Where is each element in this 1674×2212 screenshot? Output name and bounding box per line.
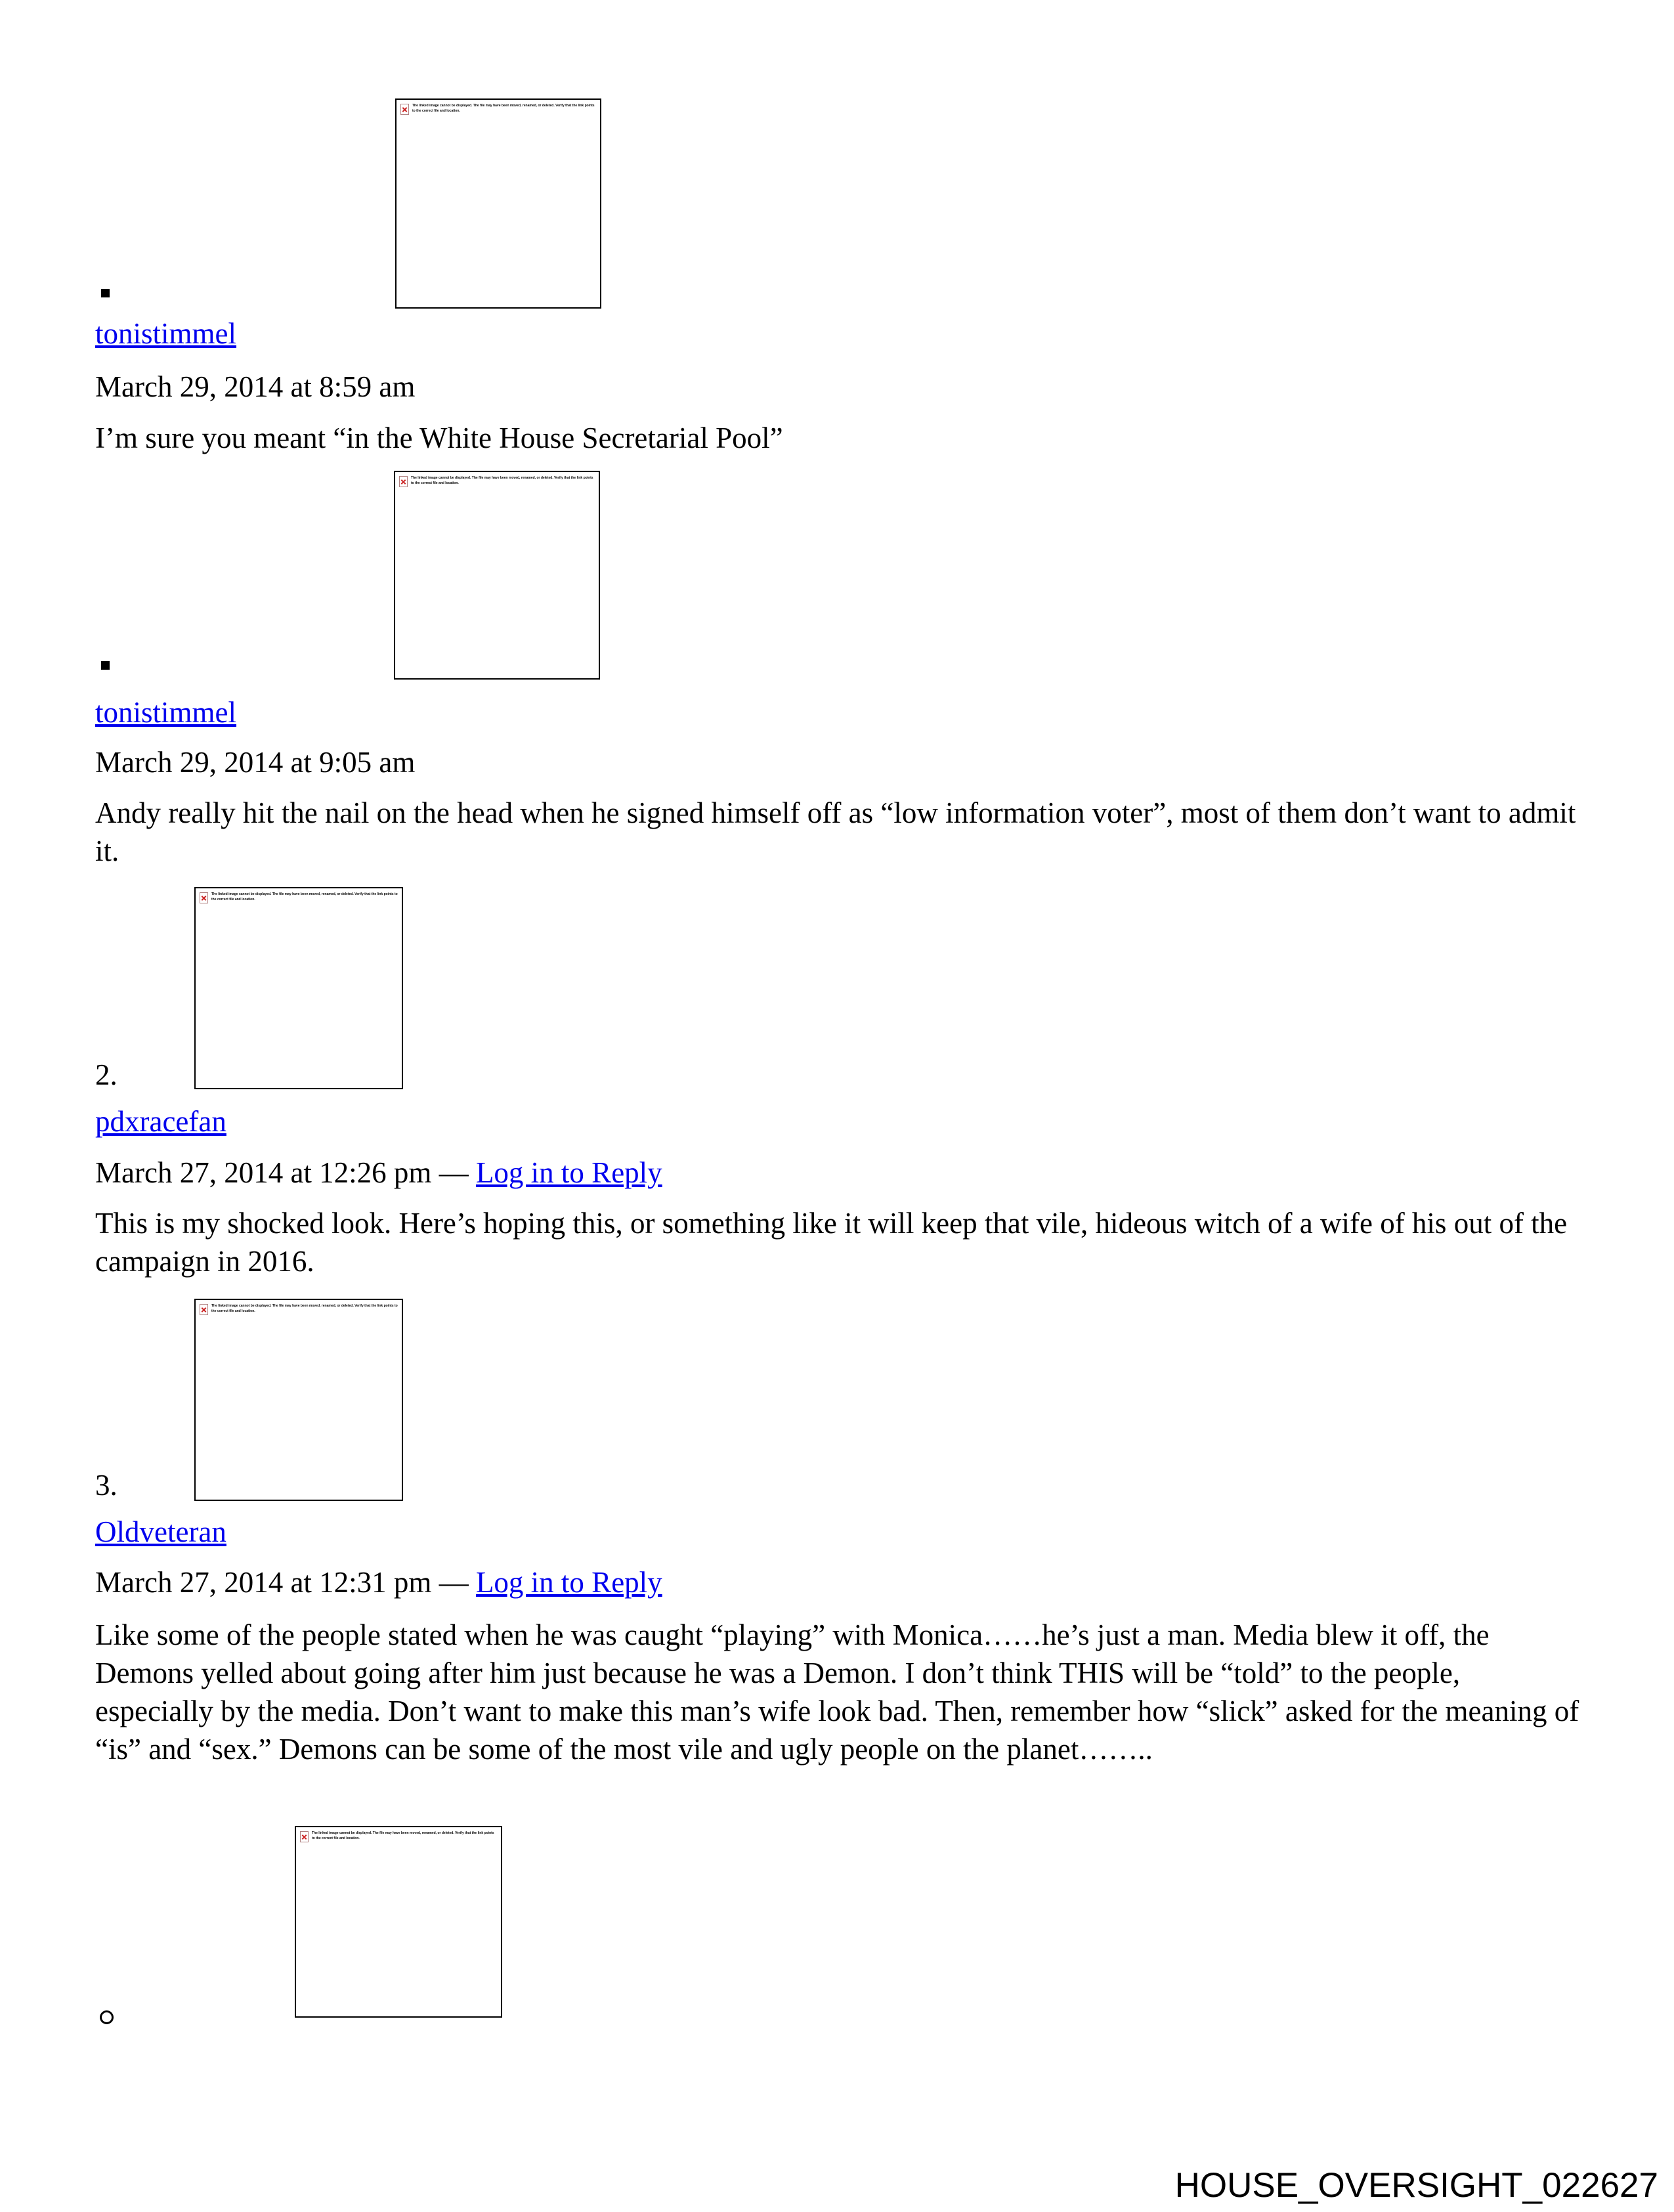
- bates-number: HOUSE_OVERSIGHT_022627: [1174, 2166, 1658, 2205]
- broken-image-message: The linked image cannot be displayed. The file may have been moved, renamed, or deleted. Verify that the link points to the correct file and location.: [411, 476, 593, 485]
- comment-author-link[interactable]: tonistimmel: [95, 317, 237, 350]
- broken-image-placeholder: [395, 98, 601, 309]
- square-bullet-icon: [101, 661, 110, 670]
- comment-body: I’m sure you meant “in the White House Secretarial Pool”: [95, 422, 783, 454]
- ordered-list-marker: 3.: [95, 1469, 118, 1502]
- comment-author-link[interactable]: Oldveteran: [95, 1515, 226, 1548]
- comment-body: Andy really hit the nail on the head when he signed himself off as “low information voter”, most of them don’t want to admit it.: [95, 796, 1576, 867]
- comment-date: March 27, 2014 at 12:31 pm: [95, 1566, 432, 1599]
- comment-date: March 29, 2014 at 8:59 am: [95, 370, 416, 403]
- broken-image-header: [397, 100, 600, 115]
- broken-image-icon: [400, 104, 409, 115]
- log-in-to-reply-link[interactable]: Log in to Reply: [475, 1566, 662, 1599]
- comment-author-link[interactable]: pdxracefan: [95, 1105, 226, 1138]
- comment-date-line: [95, 1154, 662, 1192]
- broken-image-header: [395, 472, 599, 487]
- broken-image-message: The linked image cannot be displayed. The file may have been moved, renamed, or deleted. Verify that the link points to the correct file and location.: [211, 1304, 398, 1313]
- ordered-list-marker: 2.: [95, 1058, 118, 1091]
- broken-image-placeholder: [194, 1299, 403, 1501]
- comment-author-link[interactable]: tonistimmel: [95, 696, 237, 729]
- broken-image-placeholder: [194, 887, 403, 1089]
- broken-image-message: The linked image cannot be displayed. The file may have been moved, renamed, or deleted. Verify that the link points to the correct file and location.: [312, 1831, 494, 1840]
- circle-bullet-icon: [100, 2010, 114, 2024]
- broken-image-header: [296, 1827, 501, 1842]
- broken-image-header: [196, 888, 402, 903]
- broken-image-header: [196, 1300, 402, 1315]
- log-in-to-reply-link[interactable]: Log in to Reply: [475, 1156, 662, 1189]
- broken-image-message: The linked image cannot be displayed. The file may have been moved, renamed, or deleted. Verify that the link points to the correct file and location.: [211, 892, 398, 901]
- broken-image-placeholder: [394, 471, 600, 680]
- date-reply-separator: —: [439, 1156, 469, 1189]
- broken-image-icon: [200, 1304, 208, 1315]
- broken-image-placeholder: [295, 1826, 502, 2018]
- comment-body: Like some of the people stated when he was caught “playing” with Monica……he’s just a man. Media blew it off, the Demons yelled about going after him just because he was a Demon. I don’t think THIS will be “told” to the people, especially by the media. Don’t want to make this man’s wife look bad. Then, remember how “slick” asked for the meaning of “is” and “sex.” Demons can be some of the most vile and ugly people on the planet……..: [95, 1618, 1579, 1766]
- comment-date: March 27, 2014 at 12:26 pm: [95, 1156, 432, 1189]
- comment-body: This is my shocked look. Here’s hoping this, or something like it will keep that vile, hideous witch of a wife of his out of the campaign in 2016.: [95, 1207, 1568, 1278]
- comment-date-line: [95, 1563, 662, 1601]
- broken-image-icon: [300, 1831, 309, 1842]
- date-reply-separator: —: [439, 1566, 469, 1599]
- square-bullet-icon: [101, 289, 110, 297]
- broken-image-icon: [399, 476, 408, 487]
- broken-image-message: The linked image cannot be displayed. The file may have been moved, renamed, or deleted. Verify that the link points to the correct file and location.: [412, 104, 595, 113]
- broken-image-icon: [200, 892, 208, 903]
- comment-date: March 29, 2014 at 9:05 am: [95, 746, 416, 779]
